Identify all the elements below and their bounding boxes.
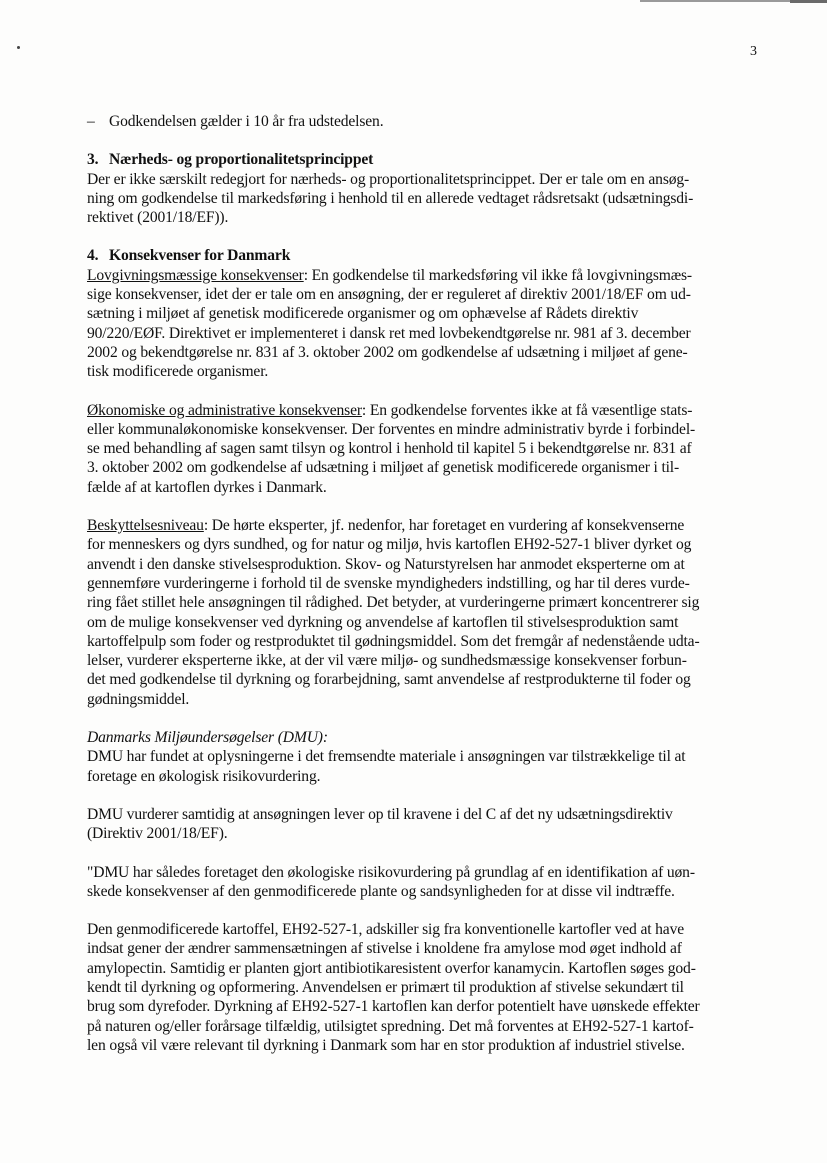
text-line: sige konsekvenser, idet der er tale om en ansøgning, der er reguleret af direktiv 2001/18/EF om ud- — [87, 286, 691, 304]
text-line: det med godkendelse til dyrkning og forarbejdning, samt anvendelse af restprodukterne til foder og — [87, 671, 691, 689]
text-line: DMU har fundet at oplysningerne i det fremsendte materiale i ansøgningen var tilstrækkelige til at — [87, 748, 686, 766]
text-line: kartoffelpulp som foder og restproduktet til gødningsmiddel. Som det fremgår af nedenstående udta- — [87, 632, 700, 650]
text-fragment: : En godkendelse til markedsføring vil ikke få lovgivningsmæs- — [303, 266, 692, 284]
dmu-paragraph-3 — [87, 863, 767, 902]
bullet-text: Godkendelsen gælder i 10 år fra udstedelsen. — [109, 113, 384, 130]
section-3-heading — [87, 150, 767, 169]
text-line: lelser, vurderer eksperterne ikke, at der vil være miljø- og sundhedsmæssige konsekvenser forbun- — [87, 652, 687, 670]
text-line: på naturen og/eller forårsage tilfældig, utilsigtet spredning. Det må forventes at EH92-527-1 kartof- — [87, 1017, 694, 1035]
text-line: sætning i miljøet af genetisk modificerede organismer og om ophævelse af Rådets direktiv — [87, 305, 639, 323]
text-line: rektivet (2001/18/EF)). — [87, 209, 229, 227]
text-line: gennemføre vurderingerne i forhold til de svenske myndigheders indstilling, og har til deres vurde- — [87, 574, 690, 592]
document-body — [87, 112, 767, 1074]
text-fragment: : De hørte eksperter, jf. nedenfor, har foretaget en vurdering af konsekvenserne — [203, 517, 685, 535]
text-line: fælde af at kartoflen dyrkes i Danmark. — [87, 478, 327, 496]
text-line: 90/220/EØF. Direktivet er implementeret i dansk ret med lovbekendtgørelse nr. 981 af 3. december — [87, 324, 691, 342]
text-line: ring fået stillet hele ansøgningen til rådighed. Det betyder, at vurderingerne primært koncentrerer sig — [87, 594, 700, 612]
text-line: indsat gener der ændrer sammensætningen af stivelse i knoldene fra amylose mod øget indhold af — [87, 940, 682, 958]
protection-level — [87, 516, 767, 709]
text-line: foretage en økologisk risikovurdering. — [87, 767, 321, 785]
dmu-heading: Danmarks Miljøundersøgelser (DMU): — [87, 729, 328, 747]
section-3 — [87, 150, 767, 227]
section-3-number: 3. — [87, 151, 99, 169]
legislative-label: Lovgivningsmæssige konsekvenser — [87, 266, 304, 284]
section-4 — [87, 246, 767, 381]
scan-edge-mark-dark — [790, 0, 827, 3]
section-4-title: Konsekvenser for Danmark — [109, 247, 291, 265]
text-line: Der er ikke særskilt redegjort for nærheds- og proportionalitetsprincippet. Der er tale om en ansøg- — [87, 170, 690, 188]
section-3-title: Nærheds- og proportionalitetsprincippet — [109, 151, 374, 169]
text-line: kendt til dyrkning og opformering. Anvendelsen er primært til produktion af stivelse sekundært til — [87, 978, 684, 996]
text-line: tisk modificerede organismer. — [87, 363, 269, 381]
section-4-heading — [87, 246, 767, 265]
text-line: brug som dyrefoder. Dyrkning af EH92-527-1 kartoflen kan derfor potentielt have uønskede effekter — [87, 998, 700, 1016]
page-number: 3 — [750, 44, 757, 59]
text-line: skede konsekvenser af den genmodificerede plante og sandsynligheden for at disse vil indtræffe. — [87, 882, 675, 900]
text-line: ning om godkendelse til markedsføring i henhold til en allerede vedtaget rådsretsakt (udsætningsdi- — [87, 189, 694, 207]
text-line: eller kommunaløkonomiske konsekvenser. Der forventes en mindre administrativ byrde i forbindel- — [87, 420, 696, 438]
text-line: 3. oktober 2002 om godkendelse af udsætning i miljøet af genetisk modificerede organismer i til- — [87, 459, 680, 477]
text-line — [87, 516, 767, 535]
economic-label: Økonomiske og administrative konsekvenser — [87, 401, 362, 419]
text-line: 2002 og bekendtgørelse nr. 831 af 3. oktober 2002 om godkendelse af udsætning i miljøet af gene- — [87, 343, 688, 361]
text-line: (Direktiv 2001/18/EF). — [87, 825, 228, 843]
bullet-dash: – — [87, 113, 95, 130]
section-3-text — [87, 170, 767, 228]
dmu-paragraph-2 — [87, 805, 767, 844]
text-line: se med behandling af sagen samt tilsyn og kontrol i henhold til kapitel 5 i bekendtgørelse nr. 831 af — [87, 440, 692, 458]
text-line: len også vil være relevant til dyrkning i Danmark som har en stor produktion af industriel stivelse. — [87, 1036, 685, 1054]
text-line: for menneskers og dyrs sundhed, og for natur og miljø, hvis kartoflen EH92-527-1 bliver dyrket og — [87, 536, 692, 554]
legislative-consequences — [87, 266, 767, 382]
text-fragment: : En godkendelse forventes ikke at få væsentlige stats- — [361, 401, 693, 419]
text-line: DMU vurderer samtidig at ansøgningen lever op til kravene i del C af det ny udsætningsdirektiv — [87, 805, 673, 823]
scan-speck — [17, 46, 20, 49]
economic-consequences — [87, 401, 767, 497]
dmu-block — [87, 728, 767, 786]
text-line — [87, 266, 767, 285]
text-line: Den genmodificerede kartoffel, EH92-527-1, adskiller sig fra konventionelle kartofler ved at have — [87, 921, 684, 939]
dmu-paragraph-4 — [87, 920, 767, 1055]
text-line: gødningsmiddel. — [87, 690, 190, 708]
text-line: om de mulige konsekvenser ved dyrkning og anvendelse af kartoflen til stivelsesproduktion samt — [87, 613, 679, 631]
section-4-number: 4. — [87, 247, 99, 265]
text-line: amylopectin. Samtidig er planten gjort antibiotikaresistent overfor kanamycin. Kartoflen søges god- — [87, 959, 696, 977]
text-line: anvendt i den danske stivelsesproduktion. Skov- og Naturstyrelsen har anmodet eksperterne om at — [87, 555, 685, 573]
text-line: "DMU har således foretaget den økologiske risikovurdering på grundlag af en identifikation af uøn- — [87, 863, 695, 881]
bullet-item — [87, 112, 767, 131]
protection-label: Beskyttelsesniveau — [87, 517, 204, 535]
text-line — [87, 401, 767, 420]
